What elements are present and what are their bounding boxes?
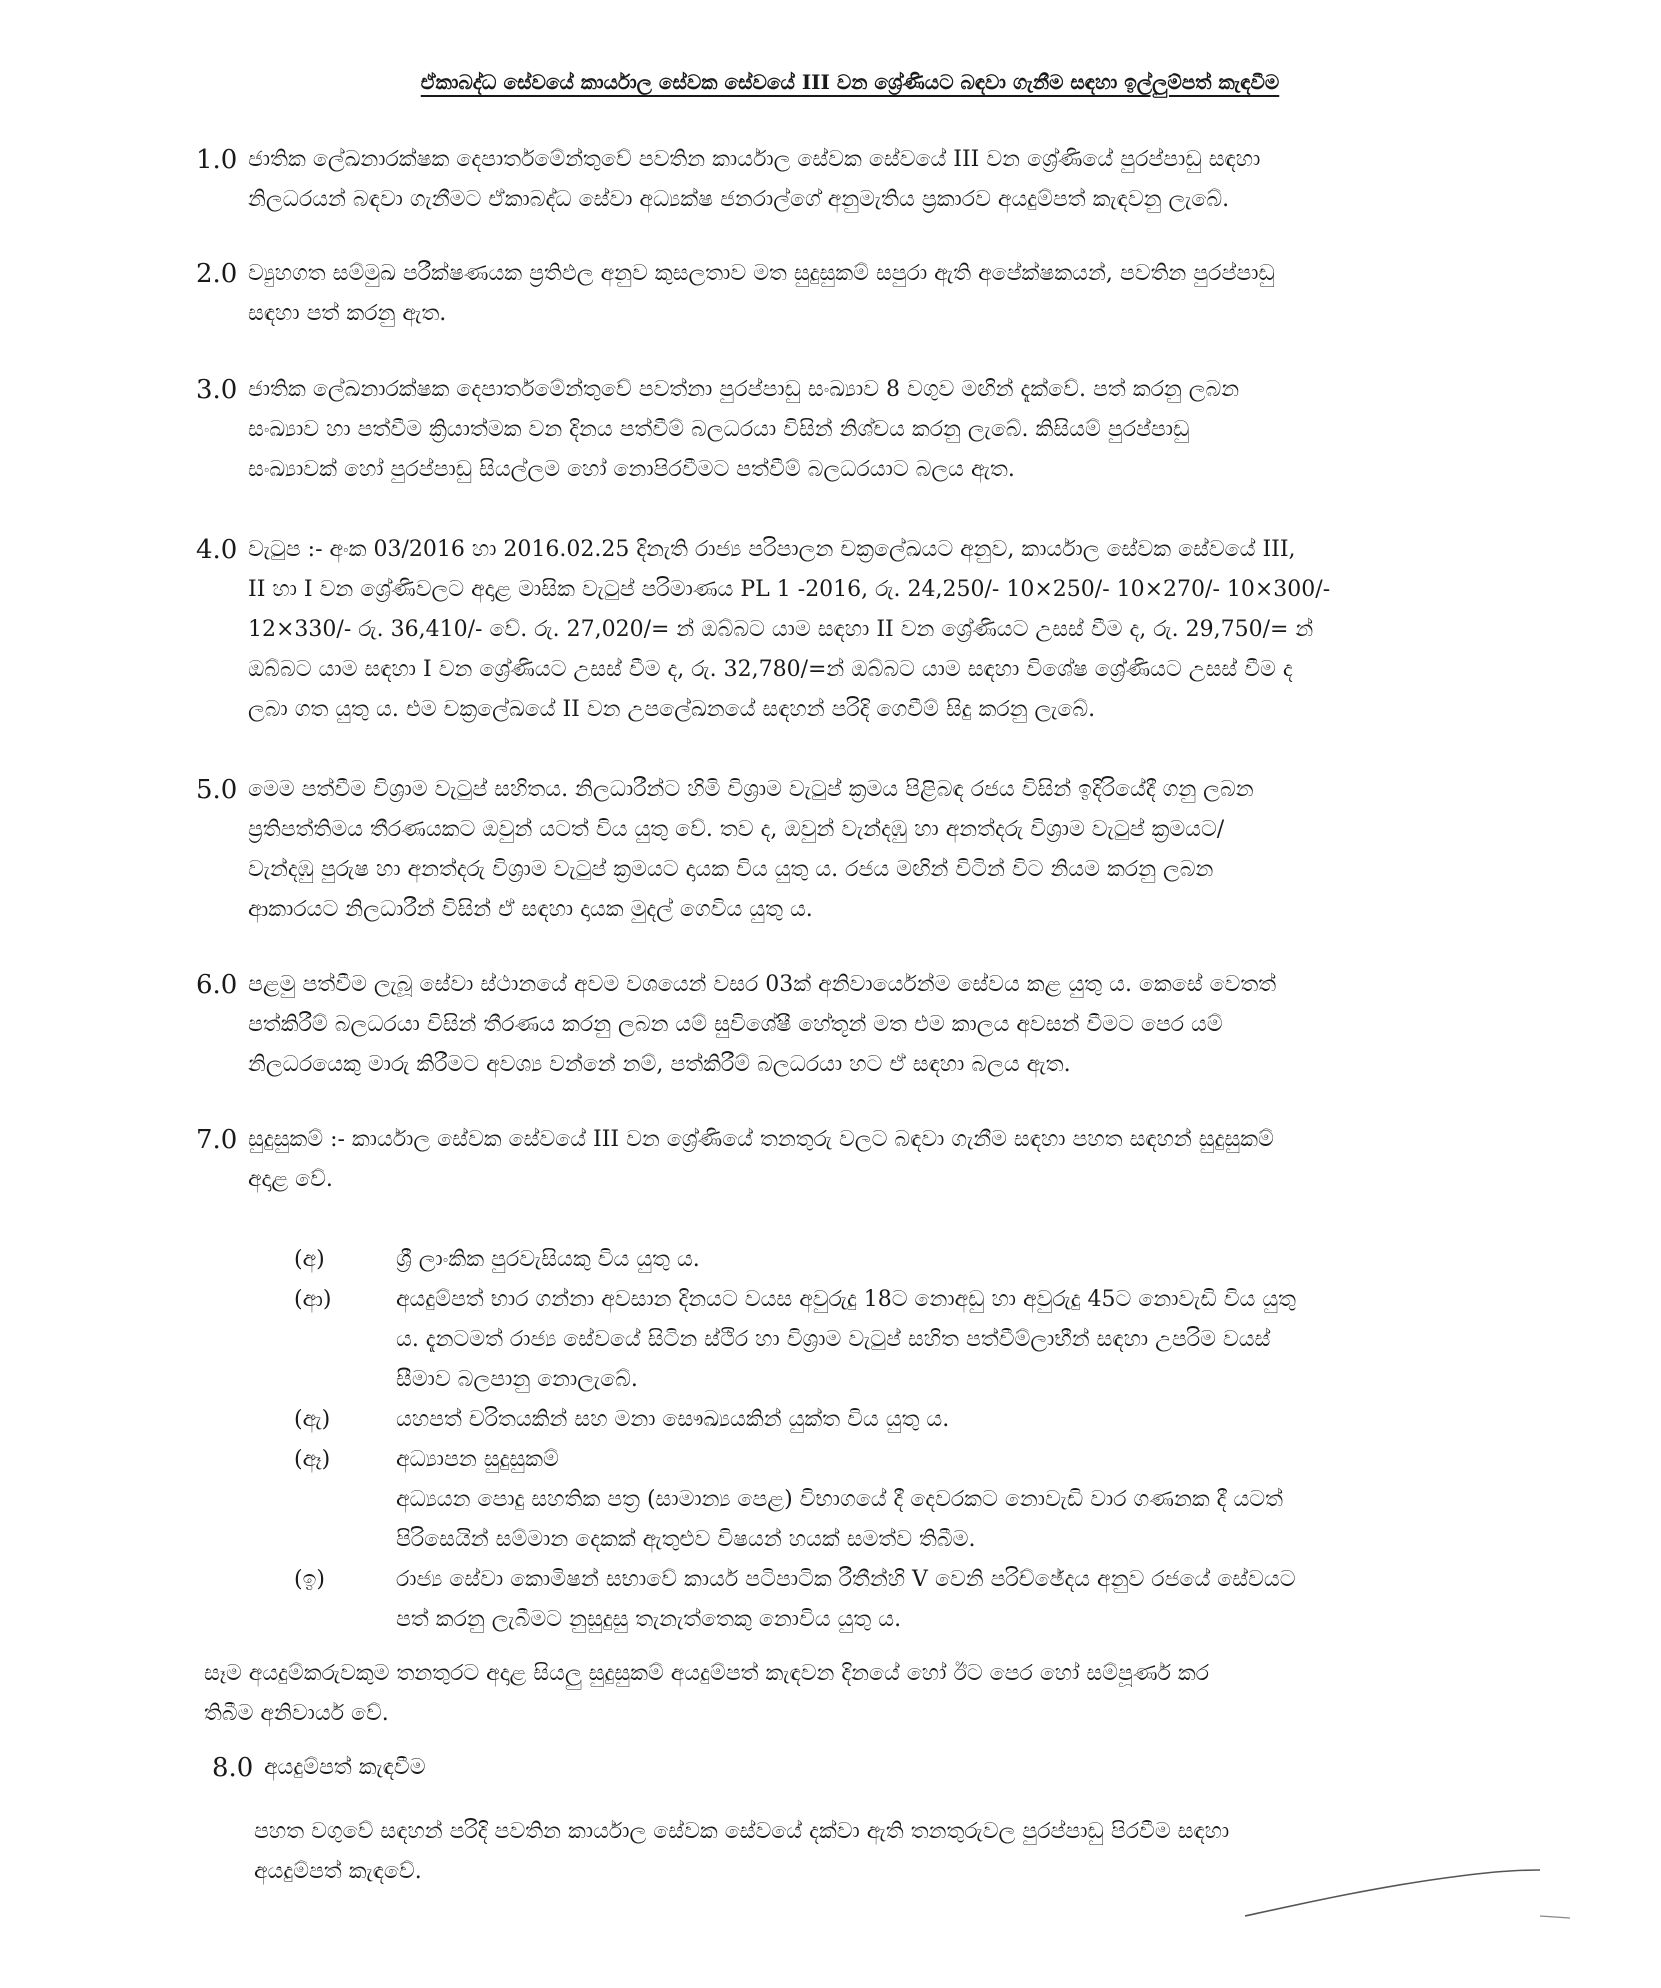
section-line: පත්කිරීම් බලධරයා විසින් තීරණය කරනු ලබන යම් සුවිශේෂී හේතූන් මත එම කාලය අවසන් වීමට පෙර යම් bbox=[248, 1012, 1223, 1037]
section-number: 7.0 bbox=[196, 1125, 238, 1155]
section-line: ආකාරයට නිලධාරීන් විසින් ඒ සඳහා දායක මුදල් ගෙවිය යුතු ය. bbox=[248, 897, 813, 922]
list-item bbox=[292, 1560, 1602, 1640]
item-line: ය. දැනටමත් රාජ්‍ය සේවයේ සිටින ස්ථිර හා විශ්‍රාම වැටුප් සහිත පත්වීම්ලාභීන් සඳහා උපරිම වයස් bbox=[396, 1327, 1271, 1352]
item-line: පිරිසෙයින් සම්මාන දෙකක් ඇතුළුව විෂයන් හයක් සමත්ව තිබීම. bbox=[396, 1527, 976, 1552]
section-line: ජාතික ලේඛනාරක්ෂක දෙපාර්තමේන්තුවේ පවත්නා පුරප්පාඩු සංඛ්‍යාව 8 වගුව මඟින් දැක්වේ. පත් කරනු ලබන bbox=[248, 377, 1240, 402]
document-title: ඒකාබද්ධ සේවයේ කාර්යාල සේවක සේවයේ III වන ශ්‍රේණියට බඳවා ගැනීම සඳහා ඉල්ලුම්පත් කැඳවීම bbox=[420, 70, 1280, 94]
item-line: අධ්‍යාපන සුදුසුකම් bbox=[396, 1447, 559, 1472]
section-line: ඔබ්බට යාම සඳහා I වන ශ්‍රේණියට උසස් වීම ද, රු. 32,780/=න් ඔබ්බට යාම සඳහා විශේෂ ශ්‍රේණියට උසස් වීම ද bbox=[248, 657, 1293, 682]
section-number: 5.0 bbox=[196, 775, 238, 805]
section-8 bbox=[212, 1748, 1624, 1788]
section-line: ප්‍රතිපත්තිමය තීරණයකට ඔවුන් යටත් විය යුතු වේ. තව ද, ඔවුන් වැන්දඹු හා අනත්දරු විශ්‍රාම වැටුප් ක්‍රමයට/ bbox=[248, 817, 1225, 842]
section-line: ව්‍යුහගත සම්මුඛ පරීක්ෂණයක ප්‍රතිඵල අනුව කුසලතාව මත සුදුසුකම් සපුරා ඇති අපේක්ෂකයන්, පවතින පුරප්පාඩු bbox=[248, 261, 1275, 286]
item-line: රාජ්‍ය සේවා කොමිෂන් සභාවේ කාර්ය පටිපාටික රීතීන්හි V වෙනි පරිච්ඡේදය අනුව රජයේ සේවයට bbox=[396, 1567, 1296, 1592]
section-line: මෙම පත්වීම විශ්‍රාම වැටුප් සහිතය. නිලධාරීන්ට හිමි විශ්‍රාම වැටුප් ක්‍රමය පිළිබඳ රජය විසින් ඉදිරියේදී ගනු ලබන bbox=[248, 777, 1254, 802]
section-line: වැන්දඹු පුරුෂ හා අනත්දරු විශ්‍රාම වැටුප් ක්‍රමයට දායක විය යුතු ය. රජය මඟින් විටින් විට නියම කරනු ලබන bbox=[248, 857, 1214, 882]
section-line: සංඛ්‍යාවක් හෝ පුරප්පාඩු සියල්ලම හෝ නොපිරවීමට පත්වීම් බලධරයාට බලය ඇත. bbox=[248, 457, 1015, 482]
section-line: සුදුසුකම් :- කාර්යාල සේවක සේවයේ III වන ශ්‍රේණියේ තනතුරු වලට බඳවා ගැනීම සඳහා පහත සඳහන් සුදුසුකම් bbox=[248, 1127, 1274, 1152]
section-heading: අයදුම්පත් කැඳවීම bbox=[264, 1755, 426, 1780]
item-label: (ඉ) bbox=[294, 1567, 325, 1592]
section-number: 8.0 bbox=[212, 1753, 254, 1783]
section-line: අයදුම්පත් කැඳවේ. bbox=[254, 1859, 422, 1884]
section-number: 6.0 bbox=[196, 970, 238, 1000]
list-item bbox=[292, 1440, 1602, 1560]
section-line: ජාතික ලේඛනාරක්ෂක දෙපාර්තමේන්තුවේ පවතින කාර්යාල සේවක සේවයේ III වන ශ්‍රේණියේ පුරප්පාඩු සඳහා bbox=[248, 147, 1261, 172]
item-line: අයදුම්පත් භාර ගන්නා අවසාන දිනයට වයස අවුරුදු 18ට නොඅඩු හා අවුරුදු 45ට නොවැඩි විය යුතු bbox=[396, 1287, 1297, 1312]
section-2 bbox=[196, 254, 1608, 334]
item-line: අධ්‍යයන පොදු සහතික පත්‍ර (සාමාන්‍ය පෙළ) විභාගයේ දී දෙවරකට නොවැඩි වාර ගණනක දී යටත් bbox=[396, 1487, 1283, 1512]
item-line: සීමාව බලපානු නොලැබේ. bbox=[396, 1367, 638, 1392]
section-number: 3.0 bbox=[196, 375, 238, 405]
section-3 bbox=[196, 370, 1608, 490]
section-1 bbox=[196, 140, 1608, 220]
list-item bbox=[292, 1400, 1602, 1440]
section-line: නිලධරයෙකු මාරු කිරීමට අවශ්‍ය වන්නේ නම්, පත්කිරීම් බලධරයා හට ඒ සඳහා බලය ඇත. bbox=[248, 1052, 1071, 1077]
section-5 bbox=[196, 770, 1608, 930]
signature-mark bbox=[1240, 1846, 1600, 1926]
closing-paragraph bbox=[204, 1654, 1602, 1734]
item-line: පත් කරනු ලැබීමට නුසුදුසු තැනැත්තෙකු නොවිය යුතු ය. bbox=[396, 1607, 902, 1632]
closing-line: තිබීම අනිවාර්ය වේ. bbox=[204, 1701, 389, 1726]
section-4 bbox=[196, 530, 1608, 730]
section-6 bbox=[196, 965, 1608, 1085]
qualifications-list bbox=[292, 1240, 1602, 1640]
item-label: (ඈ) bbox=[294, 1447, 331, 1472]
section-number: 1.0 bbox=[196, 145, 238, 175]
section-line: පහත වගුවේ සඳහන් පරිදි පවතින කාර්යාල සේවක සේවයේ දක්වා ඇති තනතුරුවල පුරප්පාඩු පිරවීම සඳහා bbox=[254, 1819, 1230, 1844]
section-line: 12×330/- රු. 36,410/- වේ. රු. 27,020/= න් ඔබ්බට යාම සඳහා II වන ශ්‍රේණියට උසස් වීම ද, රු. 29,750/= න් bbox=[248, 617, 1314, 642]
list-item bbox=[292, 1240, 1602, 1280]
section-line: II හා I වන ශ්‍රේණිවලට අදාළ මාසික වැටුප් පරිමාණය PL 1 -2016, රු. 24,250/- 10×250/- 10×270/- 10×300/- bbox=[248, 577, 1331, 602]
closing-line: සෑම අයදුම්කරුවකුම තනතුරට අදාළ සියලු සුදුසුකම් අයදුම්පත් කැඳවන දිනයේ හෝ ඊට පෙර හෝ සම්පූර්ණ කර bbox=[204, 1661, 1210, 1686]
section-line: අදාළ වේ. bbox=[248, 1167, 333, 1192]
section-line: ලබා ගත යුතු ය. එම චක්‍රලේඛයේ II වන උපලේඛනයේ සඳහන් පරිදි ගෙවීම් සිදු කරනු ලැබේ. bbox=[248, 697, 1096, 722]
section-7 bbox=[196, 1120, 1608, 1200]
section-line: සඳහා පත් කරනු ඇත. bbox=[248, 301, 447, 326]
item-label: (ආ) bbox=[294, 1287, 332, 1312]
section-number: 2.0 bbox=[196, 259, 238, 289]
section-line: පළමු පත්වීම ලැබූ සේවා ස්ථානයේ අවම වශයෙන් වසර 03ක් අනිවාර්යෙන්ම සේවය කළ යුතු ය. කෙසේ වෙතත් bbox=[248, 972, 1277, 997]
section-line: වැටුප :- අංක 03/2016 හා 2016.02.25 දිනැති රාජ්‍ය පරිපාලන චක්‍රලේඛයට අනුව, කාර්යාල සේවක සේවයේ III, bbox=[248, 537, 1296, 562]
item-label: (ඇ) bbox=[294, 1407, 331, 1432]
item-line: යහපත් චරිතයකින් සහ මනා සෞඛ්‍යයකින් යුක්ත විය යුතු ය. bbox=[396, 1407, 950, 1432]
item-line: ශ්‍රී ලාංකික පුරවැසියකු විය යුතු ය. bbox=[396, 1247, 700, 1272]
item-label: (අ) bbox=[294, 1247, 325, 1272]
list-item bbox=[292, 1280, 1602, 1400]
section-number: 4.0 bbox=[196, 535, 238, 565]
section-line: නිලධරයන් බඳවා ගැනීමට ඒකාබද්ධ සේවා අධ්‍යක්ෂ ජනරාල්ගේ අනුමැතිය ප්‍රකාරව අයදුම්පත් කැඳවනු ලැබේ. bbox=[248, 187, 1230, 212]
section-line: සංඛ්‍යාව හා පත්වීම ක්‍රියාත්මක වන දිනය පත්වීම් බලධරයා විසින් නිශ්චය කරනු ලැබේ. කිසියම් පුරප්පාඩු bbox=[248, 417, 1190, 442]
